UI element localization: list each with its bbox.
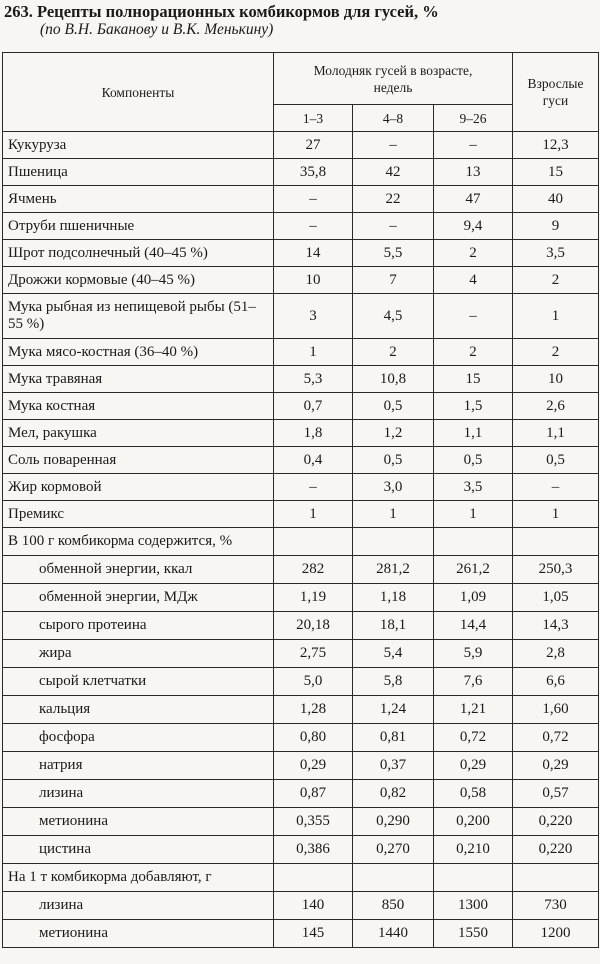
header-young-line2: недель (373, 79, 413, 95)
component-name: Кукуруза (3, 132, 274, 159)
value-cell: 145 (274, 920, 353, 948)
value-cell: 9 (513, 213, 599, 240)
table-row (3, 267, 599, 294)
value-cell: 15 (434, 366, 513, 393)
value-cell: 6,6 (513, 668, 599, 696)
table-row (3, 780, 599, 808)
value-cell: – (513, 474, 599, 501)
value-cell: 5,8 (353, 668, 434, 696)
nutrient-name: натрия (3, 752, 274, 780)
value-cell: 3,0 (353, 474, 434, 501)
value-cell: 0,81 (353, 724, 434, 752)
value-cell: 5,5 (353, 240, 434, 267)
value-cell: 42 (353, 159, 434, 186)
table-row (3, 447, 599, 474)
value-cell: 140 (274, 892, 353, 920)
value-cell: 27 (274, 132, 353, 159)
value-cell: 730 (513, 892, 599, 920)
value-cell: 47 (434, 186, 513, 213)
table-title: 263. Рецепты полнорационных комбикормов для гусей, % (4, 2, 439, 21)
feed-recipe-table (2, 52, 599, 948)
value-cell: 0,37 (353, 752, 434, 780)
table-row (3, 612, 599, 640)
table-row (3, 240, 599, 267)
additive-section (3, 864, 599, 948)
value-cell: 9,4 (434, 213, 513, 240)
value-cell: 1,60 (513, 696, 599, 724)
value-cell: 0,72 (513, 724, 599, 752)
value-cell: 1,8 (274, 420, 353, 447)
nutrient-name: жира (3, 640, 274, 668)
table-row (3, 420, 599, 447)
value-cell: 14,4 (434, 612, 513, 640)
empty-cell (513, 528, 599, 556)
component-name: Шрот подсолнечный (40–45 %) (3, 240, 274, 267)
value-cell: 1 (434, 501, 513, 528)
value-cell: 14,3 (513, 612, 599, 640)
value-cell: 1 (274, 501, 353, 528)
value-cell: 0,58 (434, 780, 513, 808)
section-heading-row (3, 528, 599, 556)
table-row (3, 668, 599, 696)
table-row (3, 393, 599, 420)
value-cell: 2 (513, 339, 599, 366)
component-name: Соль поваренная (3, 447, 274, 474)
value-cell: 1,19 (274, 584, 353, 612)
value-cell: 22 (353, 186, 434, 213)
value-cell: 2,8 (513, 640, 599, 668)
value-cell: 2 (434, 339, 513, 366)
table-row (3, 584, 599, 612)
value-cell: 0,29 (513, 752, 599, 780)
nutrient-name: обменной энергии, ккал (3, 556, 274, 584)
nutrient-name: цистина (3, 836, 274, 864)
header-adult-line2: гуси (542, 93, 569, 108)
value-cell: 1,5 (434, 393, 513, 420)
value-cell: – (434, 294, 513, 339)
value-cell: 1,24 (353, 696, 434, 724)
value-cell: 1,18 (353, 584, 434, 612)
value-cell: 15 (513, 159, 599, 186)
nutrient-name: фосфора (3, 724, 274, 752)
value-cell: 2,6 (513, 393, 599, 420)
value-cell: 0,210 (434, 836, 513, 864)
value-cell: 0,7 (274, 393, 353, 420)
component-name: Мел, ракушка (3, 420, 274, 447)
value-cell: 1550 (434, 920, 513, 948)
empty-cell (353, 528, 434, 556)
value-cell: 1200 (513, 920, 599, 948)
value-cell: 7 (353, 267, 434, 294)
value-cell: 0,5 (353, 447, 434, 474)
value-cell: – (274, 186, 353, 213)
value-cell: 0,72 (434, 724, 513, 752)
value-cell: 1,05 (513, 584, 599, 612)
value-cell: 1,1 (513, 420, 599, 447)
component-name: Ячмень (3, 186, 274, 213)
value-cell: 0,386 (274, 836, 353, 864)
value-cell: 0,290 (353, 808, 434, 836)
component-name: Премикс (3, 501, 274, 528)
empty-cell (434, 864, 513, 892)
value-cell: 13 (434, 159, 513, 186)
value-cell: 1,21 (434, 696, 513, 724)
component-name: Жир кормовой (3, 474, 274, 501)
nutrient-name: лизина (3, 780, 274, 808)
value-cell: 0,5 (434, 447, 513, 474)
value-cell: 2,75 (274, 640, 353, 668)
value-cell: 1,09 (434, 584, 513, 612)
value-cell: 1300 (434, 892, 513, 920)
value-cell: 0,29 (274, 752, 353, 780)
value-cell: 10 (513, 366, 599, 393)
table-row (3, 752, 599, 780)
value-cell: 0,29 (434, 752, 513, 780)
value-cell: 3,5 (434, 474, 513, 501)
table-row (3, 724, 599, 752)
table-row (3, 294, 599, 339)
header-age-4-8: 4–8 (353, 105, 434, 132)
value-cell: – (353, 132, 434, 159)
value-cell: 4,5 (353, 294, 434, 339)
empty-cell (353, 864, 434, 892)
value-cell: 1,28 (274, 696, 353, 724)
value-cell: 0,80 (274, 724, 353, 752)
value-cell: 2 (513, 267, 599, 294)
value-cell: 3,5 (513, 240, 599, 267)
value-cell: – (274, 213, 353, 240)
value-cell: 1 (513, 501, 599, 528)
value-cell: 1,1 (434, 420, 513, 447)
table-row (3, 836, 599, 864)
value-cell: 1 (274, 339, 353, 366)
value-cell: 850 (353, 892, 434, 920)
value-cell: 3 (274, 294, 353, 339)
additive-section-heading: На 1 т комбикорма добавляют, г (3, 864, 274, 892)
nutrient-name: метионина (3, 808, 274, 836)
value-cell: 0,57 (513, 780, 599, 808)
value-cell: 5,0 (274, 668, 353, 696)
value-cell: 0,87 (274, 780, 353, 808)
value-cell: 0,355 (274, 808, 353, 836)
table-row (3, 920, 599, 948)
table-row (3, 474, 599, 501)
header-young-geese (274, 53, 513, 105)
empty-cell (274, 864, 353, 892)
value-cell: 12,3 (513, 132, 599, 159)
value-cell: 5,3 (274, 366, 353, 393)
nutrient-name: обменной энергии, МДж (3, 584, 274, 612)
value-cell: 1 (513, 294, 599, 339)
content-section-heading: В 100 г комбикорма содержится, % (3, 528, 274, 556)
value-cell: 0,5 (353, 393, 434, 420)
value-cell: 0,220 (513, 836, 599, 864)
component-name: Пшеница (3, 159, 274, 186)
value-cell: 282 (274, 556, 353, 584)
component-rows (3, 132, 599, 528)
additive-name: лизина (3, 892, 274, 920)
table-row (3, 339, 599, 366)
value-cell: 0,200 (434, 808, 513, 836)
value-cell: 2 (434, 240, 513, 267)
table-row (3, 696, 599, 724)
value-cell: – (274, 474, 353, 501)
value-cell: – (434, 132, 513, 159)
header-young-line1: Молодняк гусей в возрасте, (313, 62, 473, 78)
component-name: Мука мясо-костная (36–40 %) (3, 339, 274, 366)
value-cell: 2 (353, 339, 434, 366)
value-cell: 0,4 (274, 447, 353, 474)
value-cell: 40 (513, 186, 599, 213)
table-row (3, 808, 599, 836)
value-cell: 7,6 (434, 668, 513, 696)
value-cell: 0,220 (513, 808, 599, 836)
value-cell: 0,5 (513, 447, 599, 474)
header-adult-geese (513, 53, 599, 132)
value-cell: 5,4 (353, 640, 434, 668)
value-cell: 261,2 (434, 556, 513, 584)
value-cell: 0,270 (353, 836, 434, 864)
value-cell: 10,8 (353, 366, 434, 393)
value-cell: – (353, 213, 434, 240)
table-row (3, 366, 599, 393)
component-name: Мука травяная (3, 366, 274, 393)
header-components: Компоненты (3, 53, 274, 132)
table-row (3, 556, 599, 584)
header-age-9-26: 9–26 (434, 105, 513, 132)
nutrient-name: сырой клетчатки (3, 668, 274, 696)
value-cell: 0,82 (353, 780, 434, 808)
section-heading-row (3, 864, 599, 892)
empty-cell (434, 528, 513, 556)
value-cell: 35,8 (274, 159, 353, 186)
value-cell: 14 (274, 240, 353, 267)
content-section (3, 528, 599, 864)
component-name: Мука костная (3, 393, 274, 420)
value-cell: 4 (434, 267, 513, 294)
empty-cell (513, 864, 599, 892)
header-adult-line1: Взрослые (527, 76, 584, 91)
component-name: Мука рыбная из непищевой рыбы (51–55 %) (3, 294, 274, 339)
component-name: Дрожжи кормовые (40–45 %) (3, 267, 274, 294)
table-row (3, 213, 599, 240)
empty-cell (274, 528, 353, 556)
value-cell: 1 (353, 501, 434, 528)
table-row (3, 501, 599, 528)
header-age-1-3: 1–3 (274, 105, 353, 132)
value-cell: 20,18 (274, 612, 353, 640)
table-row (3, 159, 599, 186)
nutrient-name: кальция (3, 696, 274, 724)
value-cell: 250,3 (513, 556, 599, 584)
table-subtitle: (по В.Н. Баканову и В.К. Менькину) (40, 21, 274, 38)
value-cell: 18,1 (353, 612, 434, 640)
value-cell: 1440 (353, 920, 434, 948)
value-cell: 5,9 (434, 640, 513, 668)
table-row (3, 132, 599, 159)
value-cell: 10 (274, 267, 353, 294)
nutrient-name: сырого протеина (3, 612, 274, 640)
value-cell: 1,2 (353, 420, 434, 447)
component-name: Отруби пшеничные (3, 213, 274, 240)
value-cell: 281,2 (353, 556, 434, 584)
table-row (3, 892, 599, 920)
table-row (3, 640, 599, 668)
additive-name: метионина (3, 920, 274, 948)
table-row (3, 186, 599, 213)
